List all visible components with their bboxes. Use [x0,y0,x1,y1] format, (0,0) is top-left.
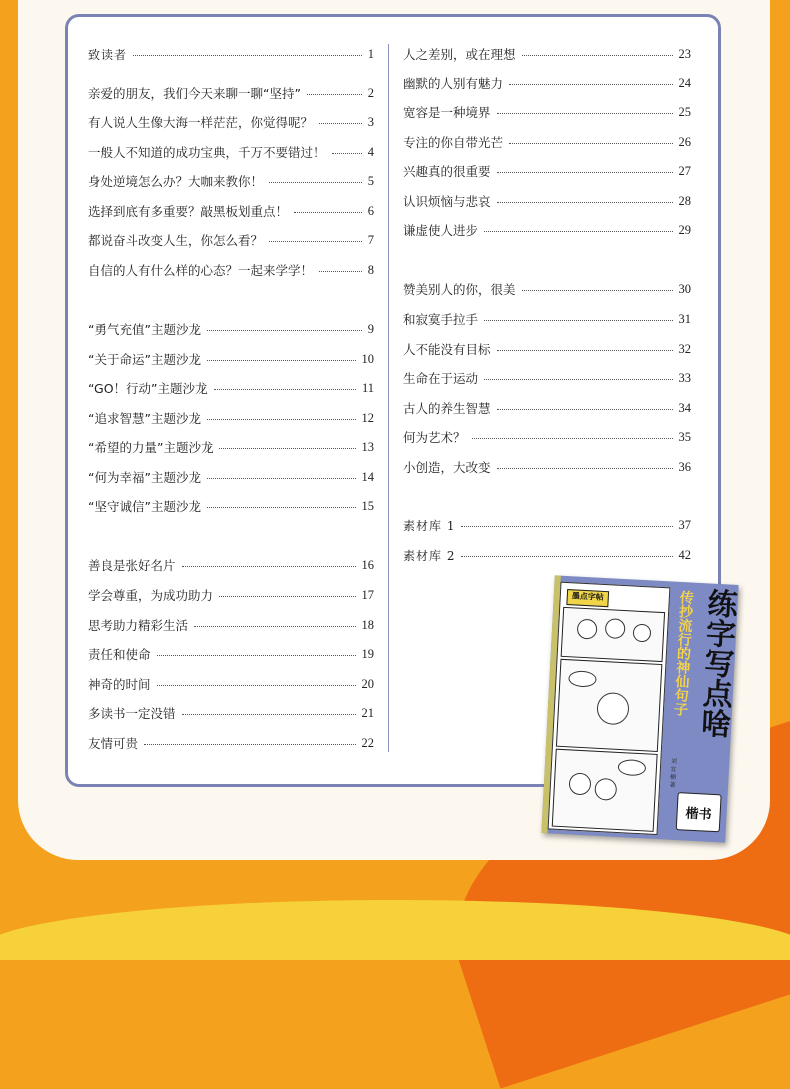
dot-leader [307,93,362,95]
toc-entry [88,436,374,458]
toc-entry-page: 30 [678,281,691,296]
toc-entry-page: 8 [367,262,374,277]
dot-leader [472,437,673,439]
dot-leader [207,477,356,479]
dot-leader [182,713,356,715]
toc-entry-title: 神奇的时间 [88,677,151,692]
toc-entry-title: 善良是张好名片 [88,558,176,573]
toc-entry [88,111,374,133]
speech-bubble-icon [568,670,597,687]
dot-leader [214,388,356,390]
toc-entry [88,584,374,606]
toc-entry-title: “GO！行动”主题沙龙 [88,381,208,396]
dot-leader [509,142,672,144]
dot-leader [194,625,355,627]
toc-entry-page: 2 [367,85,374,100]
toc-entry-page: 11 [361,380,374,395]
dot-leader [219,595,355,597]
dot-leader [497,112,673,114]
dot-leader [294,211,362,213]
book-title: 练字写点啥 [694,587,738,739]
toc-entry-title: 赞美别人的你，很美 [403,282,516,297]
dot-leader [157,654,356,656]
toc-entry-page: 27 [678,163,691,178]
toc-entry-page: 18 [361,617,374,632]
toc-entry-page: 36 [678,459,691,474]
character-head-icon [577,619,598,640]
toc-entry [403,397,691,419]
toc-entry [403,514,691,536]
toc-entry-title: “希望的力量”主题沙龙 [88,440,214,455]
toc-entry [403,219,691,241]
toc-entry-title: 和寂寞手拉手 [403,312,479,327]
toc-entry [88,82,374,104]
toc-entry [88,495,374,517]
toc-entry [88,43,374,65]
character-head-icon [633,624,652,643]
toc-entry [403,72,691,94]
dot-leader [332,152,362,154]
comic-panel-1 [561,607,665,662]
speech-bubble-icon [618,759,647,776]
toc-entry-title: “何为幸福”主题沙龙 [88,470,201,485]
toc-entry [88,702,374,724]
dot-leader [461,555,672,557]
toc-entry [88,554,374,576]
dot-leader [319,270,362,272]
toc-entry-page: 4 [367,144,374,159]
toc-entry [88,170,374,192]
dot-leader [182,565,356,567]
toc-entry-title: “坚守诚信”主题沙龙 [88,499,201,514]
toc-entry-title: 幽默的人别有魅力 [403,76,504,91]
toc-entry-page: 37 [678,517,691,532]
toc-entry-title: 致读者 [88,47,128,62]
toc-entry-page: 3 [367,114,374,129]
comic-panel-3 [552,749,658,832]
toc-entry [88,200,374,222]
toc-entry [403,131,691,153]
dot-leader [157,684,356,686]
toc-entry-page: 5 [367,173,374,188]
dot-leader [269,240,362,242]
toc-entry-title: 友情可贵 [88,736,139,751]
dot-leader [497,171,673,173]
dot-leader [497,467,673,469]
toc-entry-title: 亲爱的朋友，我们今天来聊一聊“坚持” [88,86,301,101]
dot-leader [461,525,672,527]
toc-entry [403,544,691,566]
toc-entry-page: 7 [367,232,374,247]
dot-leader [219,447,355,449]
toc-entry [403,43,691,65]
toc-entry [88,643,374,665]
toc-entry-page: 19 [361,646,374,661]
toc-entry [403,160,691,182]
dot-leader [484,230,672,232]
toc-entry [88,141,374,163]
toc-entry [88,466,374,488]
toc-entry-page: 10 [361,351,374,366]
toc-entry-title: “追求智慧”主题沙龙 [88,411,201,426]
toc-entry-page: 15 [361,498,374,513]
toc-entry [88,377,374,399]
dot-leader [497,349,673,351]
toc-entry-page: 9 [367,321,374,336]
toc-entry-page: 42 [678,547,691,562]
toc-entry-title: 生命在于运动 [403,371,479,386]
toc-entry-title: 何为艺术？ [403,430,466,445]
toc-entry [403,426,691,448]
toc-entry-title: 一般人不知道的成功宝典，千万不要错过！ [88,145,326,160]
character-head-icon [594,778,617,801]
toc-entry-title: 人不能没有目标 [403,342,491,357]
toc-entry-title: 自信的人有什么样的心态？一起来学学！ [88,263,314,278]
toc-entry-title: 都说奋斗改变人生，你怎么看？ [88,233,264,248]
character-head-icon [568,772,591,795]
toc-entry-title: 有人说人生像大海一样茫茫，你觉得呢？ [88,115,314,130]
toc-entry-title: 责任和使命 [88,647,151,662]
book-author: 刘 宜 楠 著 [667,757,677,788]
toc-entry-title: 多读书一定没错 [88,706,176,721]
toc-entry-title: 小创造，大改变 [403,460,491,475]
toc-entry-page: 16 [361,557,374,572]
toc-entry-page: 33 [678,370,691,385]
toc-entry [403,278,691,300]
dot-leader [319,122,362,124]
toc-entry [88,259,374,281]
dot-leader [207,418,356,420]
toc-entry-title: “关于命运”主题沙龙 [88,352,201,367]
dot-leader [144,743,355,745]
toc-entry [88,407,374,429]
toc-entry-page: 29 [678,222,691,237]
toc-entry-page: 21 [361,705,374,720]
toc-entry-title: 兴趣真的很重要 [403,164,491,179]
toc-entry-title: 学会尊重，为成功助力 [88,588,214,603]
toc-entry-page: 14 [361,469,374,484]
toc-entry [88,348,374,370]
toc-entry-title: 古人的养生智慧 [403,401,491,416]
toc-entry-page: 17 [361,587,374,602]
toc-entry [88,614,374,636]
toc-entry [403,456,691,478]
toc-entry-page: 22 [361,735,374,750]
toc-entry [88,673,374,695]
book-subtitle: 传抄流行的神仙句子 [671,589,695,717]
toc-entry-page: 35 [678,429,691,444]
dot-leader [509,83,672,85]
dot-leader [522,54,673,56]
toc-entry-page: 32 [678,341,691,356]
toc-entry-page: 20 [361,676,374,691]
toc-entry-page: 25 [678,104,691,119]
dot-leader [133,54,362,56]
toc-entry-title: 思考助力精彩生活 [88,618,189,633]
toc-entry-page: 6 [367,203,374,218]
toc-entry [403,308,691,330]
dot-leader [484,319,672,321]
toc-entry-title: 素材库 2 [403,548,456,563]
toc-entry-title: 宽容是一种境界 [403,105,491,120]
dot-leader [522,289,673,291]
script-badge: 楷书 [676,792,722,832]
toc-entry-title: 人之差别，或在理想 [403,47,516,62]
toc-entry-title: “勇气充值”主题沙龙 [88,322,201,337]
comic-panel-2 [556,659,662,752]
toc-entry-title: 身处逆境怎么办？大咖来教你！ [88,174,264,189]
toc-entry-title: 谦虚使人进步 [403,223,479,238]
comic-panels [548,582,671,835]
toc-entry-title: 选择到底有多重要？敲黑板划重点！ [88,204,289,219]
column-divider [388,44,389,752]
toc-entry [88,229,374,251]
toc-entry [88,732,374,754]
toc-entry-title: 素材库 1 [403,518,456,533]
toc-entry-page: 24 [678,75,691,90]
toc-entry-page: 12 [361,410,374,425]
toc-entry-page: 34 [678,400,691,415]
toc-entry-title: 认识烦恼与悲哀 [403,194,491,209]
toc-entry [403,338,691,360]
dot-leader [207,359,356,361]
dot-leader [484,378,672,380]
brand-label: 墨点字帖 [566,589,609,607]
dot-leader [207,329,362,331]
toc-entry-page: 28 [678,193,691,208]
toc-entry-page: 1 [367,46,374,61]
character-head-icon [596,692,630,726]
toc-entry [403,367,691,389]
book-cover [541,575,738,842]
toc-entry [403,190,691,212]
dot-leader [207,506,356,508]
toc-entry-page: 26 [678,134,691,149]
dot-leader [497,408,673,410]
toc-entry [88,318,374,340]
dot-leader [269,181,362,183]
toc-entry-page: 31 [678,311,691,326]
toc-entry-page: 23 [678,46,691,61]
dot-leader [497,201,673,203]
toc-entry [403,101,691,123]
toc-entry-title: 专注的你自带光芒 [403,135,504,150]
character-head-icon [605,618,626,639]
toc-entry-page: 13 [361,439,374,454]
